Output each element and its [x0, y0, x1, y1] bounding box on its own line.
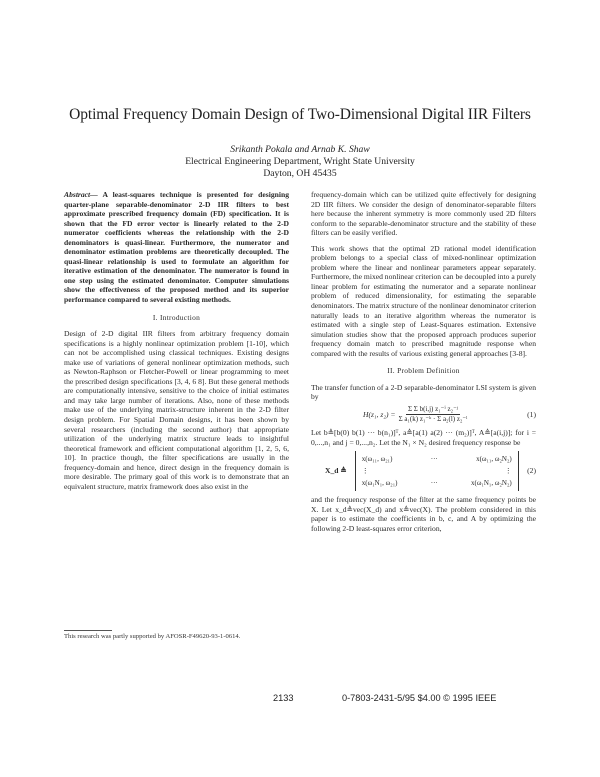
- equation-2-number: (2): [527, 466, 536, 476]
- problem-paragraph-1: The transfer function of a 2-D separable-denominator LSI system is given by: [311, 382, 536, 402]
- problem-paragraph-2: Let b≜[b(0) b(1) ··· b(n₁)]ᵀ, a≜[a(1) a(2) ··· (m₂)]ᵀ, A≜[a(i,j)]; for i = 0,...,n₁ and j = 0,...,n₂. Let the N₁ × N₂ desired frequency response be: [311, 428, 536, 447]
- equation-1-denominator: Σ a₁(k) z₁⁻ᵏ · Σ a₂(l) z₂⁻ˡ: [398, 415, 468, 424]
- intro-paragraph-2: This work shows that the optimal 2D rational model identification problem belongs to a special class of mixed-nonlinear optimization problem where the linear and nonlinear parameters appear separately. Furthermore, the mixed nonlinear criterion can be decoupled into a purely linear problem for estimating the numerator and a separate nonlinear problem of reduced dimensionality, for estimating the separable denominators. The matrix structure of the nonlinear denominator criterion naturally leads to an iterative algorithm whereas the numerator is estimated with a single step of Least-Squares estimation. Extensive simulation studies show that the proposed approach produces superior frequency domain match to prescribed magnitude response when compared with the results of various existing general approaches [3-8].: [311, 243, 536, 358]
- matrix-cell: x(ω₁N₁, ω₂₁): [361, 479, 398, 488]
- equation-1-fraction: [399, 405, 468, 425]
- matrix-row: [362, 453, 512, 465]
- matrix-cell: x(ω₁₁, ω₂₁): [361, 455, 393, 464]
- matrix-cell: ⋮: [361, 467, 369, 476]
- left-column: [64, 190, 289, 491]
- equation-1-numerator: Σ Σ b(i,j) z₁⁻ⁱ z₂⁻ʲ: [406, 405, 460, 416]
- equation-1-lhs: H(z₁, z₂) =: [363, 410, 396, 420]
- matrix-cell: x(ω₁₁, ω₂N₂): [476, 455, 512, 464]
- right-column: [311, 190, 536, 533]
- matrix-cell: x(ω₁N₁, ω₂N₂): [471, 479, 512, 488]
- equation-1: [311, 405, 536, 425]
- matrix-label: X_d ≜: [325, 466, 347, 476]
- abstract-lead: Abstract—: [64, 190, 98, 199]
- equation-1-number: (1): [527, 410, 536, 420]
- matrix-cell: ···: [430, 455, 438, 464]
- intro-continuation: frequency-domain which can be utilized quite effectively for designing 2D IIR filters. We consider the design of denominator-separable filters here because the inherent symmetry is more commonly used 2D filters conform to the separable-denominator structure and the stability of these filters can be easily verified.: [311, 190, 536, 238]
- abstract-body: A least-squares technique is presented for designing quarter-plane separable-denominator 2-D IIR filters to best approximate prescribed frequency domain (FD) specification. It is shown that the FD error vector is linearly related to the 2-D numerator coefficients whereas the relationship with the 2-D denominators is quasi-linear. Furthermore, the numerator and denominator estimation problems are theoretically decoupled. The quasi-linear relationship is used to formulate an algorithm for iterative estimation of the denominator. The numerator is found in one step using the estimated denominator. Computer simulations show the effectiveness of the proposed method and its superior performance compared to several existing methods.: [64, 190, 289, 305]
- paper-authors: Srikanth Pokala and Arnab K. Shaw: [230, 144, 370, 155]
- section-heading-introduction: I. Introduction: [152, 312, 201, 322]
- matrix-row: [362, 477, 512, 489]
- desired-response-matrix: [355, 451, 519, 491]
- paper-affiliation: Electrical Engineering Department, Wright State University: [185, 156, 415, 167]
- problem-paragraph-3: and the frequency response of the filter at the same frequency points be X. Let x_d≜vec(X_d) and x≜vec(X). The problem considered in this paper is to estimate the coefficients in b, c, and A by optimizing the following 2-D least-squares error criterion,: [311, 495, 536, 533]
- paper-city: Dayton, OH 45435: [263, 168, 337, 179]
- paper-title: Optimal Frequency Domain Design of Two-Dimensional Digital IIR Filters: [69, 106, 531, 123]
- copyright-line: 0-7803-2431-5/95 $4.00 © 1995 IEEE: [342, 693, 497, 703]
- equation-2: [311, 451, 536, 491]
- footnote-rule: [64, 630, 112, 631]
- matrix-cell: ⋮: [504, 467, 512, 476]
- intro-paragraph: Design of 2-D digital IIR filters from arbitrary frequency domain specifications is a highly nonlinear optimization problem [1-10], which can not be accomplished using classical techniques. Existing designs make use of variations of general nonlinear optimization methods, such as Newton-Raphson or Fletcher-Powell or linear programming to meet the prescribed design specifications [3, 4, 6 8]. But these general methods are computationally intensive, sensitive to the choice of initial estimates and may take large number of iterations. Also, none of these methods make use of the underlying matrix-structure inherent in the 2-D filter design problem. For Spatial Domain designs, it has been shown by several researchers (including the second author) that appropriate utilization of the underlying matrix structure leads to insightful theoretical framework and efficient computational algorithm [1, 2, 5, 6, 10]. In practice though, the filter specifications are usually in the frequency-domain and hence, direct design in the frequency domain is more desirable. The primary goal of this work is to demonstrate that an equivalent structure, matrix framework does also exist in the: [64, 329, 289, 491]
- page-number: 2133: [273, 693, 294, 703]
- matrix-cell: ···: [430, 479, 438, 488]
- section-heading-problem: II. Problem Definition: [387, 366, 460, 376]
- abstract: [64, 190, 289, 305]
- matrix-row: [362, 465, 512, 477]
- footnote: This research was partly supported by AFOSR-F49620-93-1-0614.: [64, 633, 241, 640]
